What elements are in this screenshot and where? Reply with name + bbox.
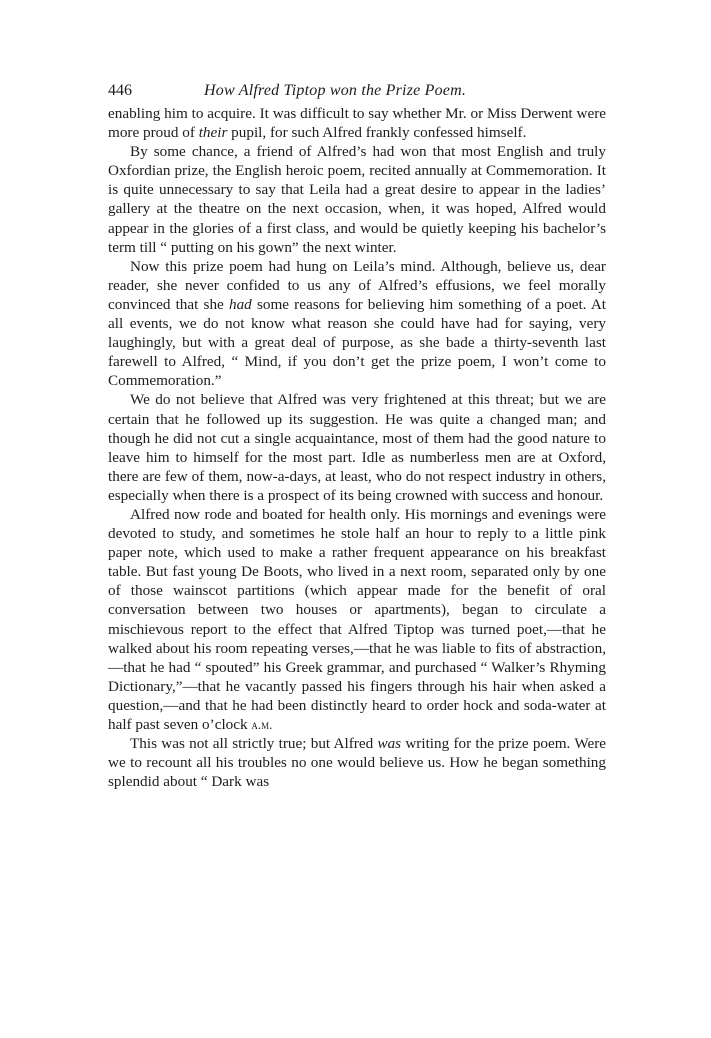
paragraph-text: some reasons for believing him something of a poet. At all events, we do not know what reason she could have had for saying, very laughingly, but with a great deal of purpose, as she bade a thirty-seventh last farewell to Alfred, “ Mind, if you don’t get the prize poem, I won’t come to Commemoration.” (108, 295, 607, 390)
emphasis: had (228, 295, 252, 313)
paragraph-text: pupil, for such Alfred frankly confessed himself. (227, 124, 527, 142)
small-caps: a.m. (251, 717, 273, 732)
paragraph-text: enabling him to acquire. It was difficult to say whether Mr. or Miss Derwent were more proud of (108, 105, 606, 142)
paragraph: By some chance, a friend of Alfred’s had won that most English and truly Oxfordian prize, the English heroic poem, recited annually at Commemoration. It is quite unnecessary to say that Leila had a great desire to appear in the ladies’ gallery at the theatre on the next occasion, when, it was hoped, Alfred would appear in the glories of a first class, and would be quietly keeping his bachelor’s term till “ putting on his gown” the next winter. (108, 143, 606, 256)
body-text (108, 104, 606, 791)
paragraph-text: Now this prize poem had hung on Leila’s mind. Although, believe us, dear reader, she never confided to us any of Alfred’s effusions, we feel morally convinced that she (108, 257, 606, 313)
paragraph-text: writing for the prize poem. Were we to recount all his troubles no one would believe us. How he began something splendid about “ Dark was (108, 735, 606, 791)
running-title: How Alfred Tiptop won the Prize Poem. (204, 82, 467, 99)
paragraph (108, 104, 606, 142)
paragraph (108, 505, 606, 734)
page-number: 446 (108, 82, 132, 99)
emphasis: their (198, 124, 228, 142)
paragraph-text: This was not all strictly true; but Alfred (130, 735, 378, 753)
paragraph (108, 734, 606, 791)
emphasis: was (377, 735, 402, 753)
paragraph: We do not believe that Alfred was very frightened at this threat; but we are certain that he followed up its suggestion. He was quite a changed man; and though he did not cut a single acquaintance, most of them had the good nature to leave him to himself for the most part. Idle as numberless men are at Oxford, there are few of them, now-a-days, at least, who do not respect industry in others, especially when there is a prospect of its being crowned with success and honour. (108, 391, 606, 504)
paragraph-text: Alfred now rode and boated for health only. His mornings and evenings were devoted to study, and sometimes he stole half an hour to reply to a little pink paper note, which used to make a rather frequent appearance on his breakfast table. But fast young De Boots, who lived in a next room, separated only by one of those wainscot partitions (which appear made for the benefit of oral conversation between two houses or apartments), began to circulate a mischievous report to the effect that Alfred Tiptop was turned poet,—that he walked about his room repeating verses,—that he was liable to fits of abstraction, —that he had “ spouted” his Greek grammar, and purchased “ Walker’s Rhyming Dictionary,”—that he vacantly passed his fingers through his hair when asked a question,—and that he had been distinctly heard to order hock and soda-water at half past seven o’clock (108, 505, 606, 733)
page (108, 78, 606, 791)
running-head (108, 78, 606, 104)
paragraph (108, 257, 606, 391)
